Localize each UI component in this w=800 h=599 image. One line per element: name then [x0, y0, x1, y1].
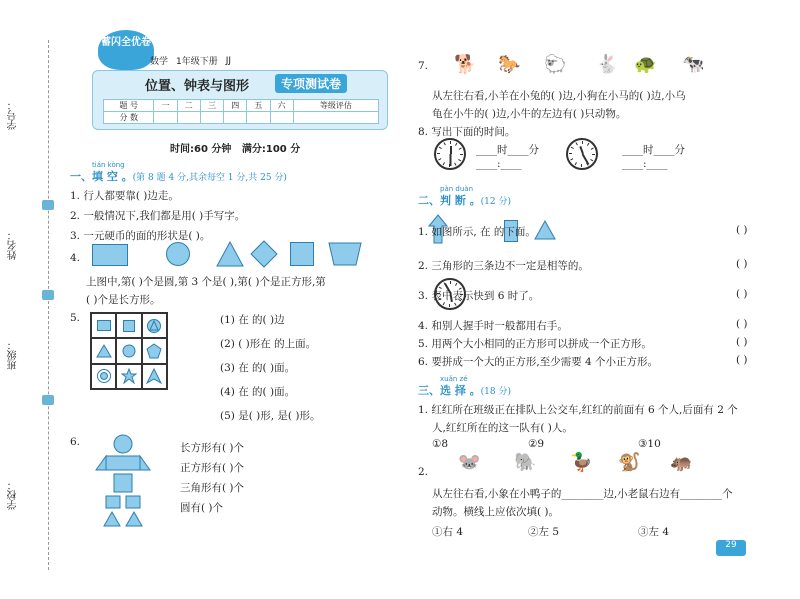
- score-cell[interactable]: [224, 112, 247, 124]
- cow-icon: 🐄: [682, 54, 705, 75]
- question-1-5-b: (2) ( )形在 的上面。: [220, 338, 317, 350]
- score-cell[interactable]: [293, 112, 378, 124]
- question-1-6-label: 6.: [70, 436, 81, 448]
- judge-q1-answer[interactable]: ( ): [736, 224, 748, 236]
- score-header-cell: 六: [270, 100, 293, 112]
- question-1-8: 8. 写出下面的时间。: [418, 126, 516, 138]
- turtle-icon: 🐢: [634, 54, 657, 75]
- score-cell[interactable]: [247, 112, 270, 124]
- class-label: 班级：: [8, 340, 19, 370]
- question-1-4-line2: ( )个是长方形。: [86, 294, 161, 306]
- clock-1-digital-blank: ____:____: [476, 158, 522, 170]
- question-1-6-a: 长方形有( )个: [180, 442, 245, 454]
- trapezoid-shape: [328, 242, 362, 266]
- question-1-6-b: 正方形有( )个: [180, 462, 245, 474]
- binding-mark: [42, 290, 54, 300]
- question-1-5-label: 5.: [70, 312, 81, 324]
- dog-icon: 🐕: [454, 54, 477, 75]
- time-limit: 时间:60 分钟: [170, 144, 232, 155]
- horse-icon: 🐎: [498, 54, 521, 75]
- score-header-cell: 三: [200, 100, 223, 112]
- score-row-label: 分 数: [104, 112, 154, 124]
- brand-logo: 蓄闪全优卷: [98, 30, 154, 70]
- judge-q3-answer[interactable]: ( ): [736, 288, 748, 300]
- page-title: 位置、钟表与图形: [145, 79, 250, 94]
- full-score: 满分:100 分: [241, 144, 301, 155]
- choice-q2-line1: 从左往右看,小象在小鸭子的________边,小老鼠右边有________个: [432, 488, 733, 500]
- diamond-shape: [250, 240, 278, 268]
- clock-2-time-blank: ____时____分: [622, 144, 685, 156]
- choice-q1-line2: 人,红红所在的这一队有( )人。: [432, 422, 573, 434]
- question-1-7-line1: 从左往右看,小羊在小兔的( )边,小狗在小马的( )边,小乌: [432, 90, 686, 102]
- shape-grid: [90, 312, 168, 390]
- sheep-icon: 🐑: [544, 54, 567, 75]
- judge-q6-answer[interactable]: ( ): [736, 354, 748, 366]
- score-header-cell: 二: [177, 100, 200, 112]
- page-number: 29: [716, 540, 746, 556]
- choice-q2-option3[interactable]: ③左 4: [638, 526, 670, 538]
- title-banner: [92, 70, 388, 130]
- time-info: [170, 140, 300, 155]
- subject-line: [150, 54, 231, 67]
- triangle-shape: [216, 241, 244, 267]
- question-1-5-a: (1) 在 的( )边: [220, 314, 285, 326]
- question-1-6-c: 三角形有( )个: [180, 482, 245, 494]
- choice-q2-line2: 动物。横线上应依次填( )。: [432, 506, 560, 518]
- school-label: 学校：: [8, 480, 19, 510]
- rectangle-shape: [92, 244, 128, 266]
- monkey-icon: 🐒: [618, 452, 641, 473]
- subject: 数学: [150, 57, 169, 67]
- judge-q3: 3. 表中表示快到 6 时了。: [418, 290, 540, 302]
- edition: JJ: [225, 55, 232, 66]
- elephant-icon: 🐘: [514, 452, 537, 473]
- judge-q2: 2. 三角形的三条边不一定是相等的。: [418, 260, 589, 272]
- score-table: [103, 99, 379, 124]
- clock-2-digital-blank: ____:____: [622, 158, 668, 170]
- section-1-pinyin: tián kòng: [92, 161, 125, 169]
- robot-figure: [92, 434, 154, 546]
- score-cell[interactable]: [200, 112, 223, 124]
- right-page: [418, 30, 784, 590]
- circle-shape: [166, 242, 190, 266]
- clock-1: [434, 138, 466, 170]
- question-1-7-line2: 龟在小牛的( )边,小牛的左边有( )只动物。: [432, 108, 627, 120]
- score-header-cell: 一: [154, 100, 177, 112]
- score-cell[interactable]: [177, 112, 200, 124]
- judge-q4-answer[interactable]: ( ): [736, 318, 748, 330]
- question-1-3: 3. 一元硬币的面的形状是( )。: [70, 230, 211, 242]
- score-cell[interactable]: [270, 112, 293, 124]
- question-1-7-label: 7.: [418, 60, 429, 72]
- choice-q1-option2[interactable]: ②9: [528, 438, 545, 450]
- clock-1-time-blank: ____时____分: [476, 144, 539, 156]
- binding-margin: [0, 0, 62, 599]
- binding-mark: [42, 200, 54, 210]
- binding-dashed-line: [48, 40, 49, 570]
- score-cell[interactable]: [154, 112, 177, 124]
- square-shape: [290, 242, 314, 266]
- section-1-heading: 一、填 空 。(第 8 题 4 分,其余每空 1 分,共 25 分): [70, 170, 287, 183]
- hippo-icon: 🦛: [670, 452, 693, 473]
- choice-q1-option3[interactable]: ③10: [638, 438, 661, 450]
- grade: 1年级下册: [176, 57, 218, 67]
- question-1-4-label: 4.: [70, 252, 81, 264]
- judge-q1: 1. 如图所示, 在 的下面。: [418, 226, 536, 238]
- choice-q2-option1[interactable]: ①右 4: [432, 526, 464, 538]
- binding-mark: [42, 395, 54, 405]
- judge-q5: 5. 用两个大小相同的正方形可以拼成一个正方形。: [418, 338, 652, 350]
- score-header-cell: 四: [224, 100, 247, 112]
- mouse-icon: 🐭: [458, 452, 481, 473]
- choice-q1-option1[interactable]: ①8: [432, 438, 449, 450]
- choice-q2-label: 2.: [418, 466, 429, 478]
- score-header-cell: 题 号: [104, 100, 154, 112]
- student-number-label: 学号：: [8, 100, 19, 130]
- question-1-5-d: (4) 在 的( )面。: [220, 386, 296, 398]
- left-page: [70, 30, 390, 590]
- score-header-cell: 等级评估: [293, 100, 378, 112]
- judge-q5-answer[interactable]: ( ): [736, 336, 748, 348]
- question-1-2: 2. 一般情况下,我们都是用( )手写字。: [70, 210, 246, 222]
- choice-q1-line1: 1. 红红所在班级正在排队上公交车,红红的前面有 6 个人,后面有 2 个: [418, 404, 738, 416]
- section-3-heading: 三、选 择 。(18 分): [418, 384, 512, 397]
- question-1-1: 1. 行人都要靠( )边走。: [70, 190, 179, 202]
- duck-icon: 🦆: [570, 452, 593, 473]
- question-1-5-e: (5) 是( )形, 是( )形。: [220, 410, 321, 422]
- section-2-heading: 二、判 断 。(12 分): [418, 194, 512, 207]
- rabbit-icon: 🐇: [596, 54, 619, 75]
- judge-q2-answer[interactable]: ( ): [736, 258, 748, 270]
- section-3-pinyin: xuǎn zé: [440, 375, 468, 383]
- question-1-5-c: (3) 在 的( )面。: [220, 362, 296, 374]
- section-2-pinyin: pàn duàn: [440, 185, 474, 193]
- clock-2: [566, 138, 598, 170]
- test-badge: 专项测试卷: [275, 74, 347, 93]
- question-1-4-line1: 上图中,第( )个是圆,第 3 个是( ),第( )个是正方形,第: [86, 276, 326, 288]
- judge-q6: 6. 要拼成一个大的正方形,至少需要 4 个小正方形。: [418, 356, 659, 368]
- judge-q4: 4. 和别人握手时一般都用右手。: [418, 320, 568, 332]
- score-header-cell: 五: [247, 100, 270, 112]
- name-label: 姓名：: [8, 230, 19, 260]
- choice-q2-option2[interactable]: ②左 5: [528, 526, 560, 538]
- triangle-small: [534, 220, 556, 240]
- question-1-6-d: 圆有( )个: [180, 502, 224, 514]
